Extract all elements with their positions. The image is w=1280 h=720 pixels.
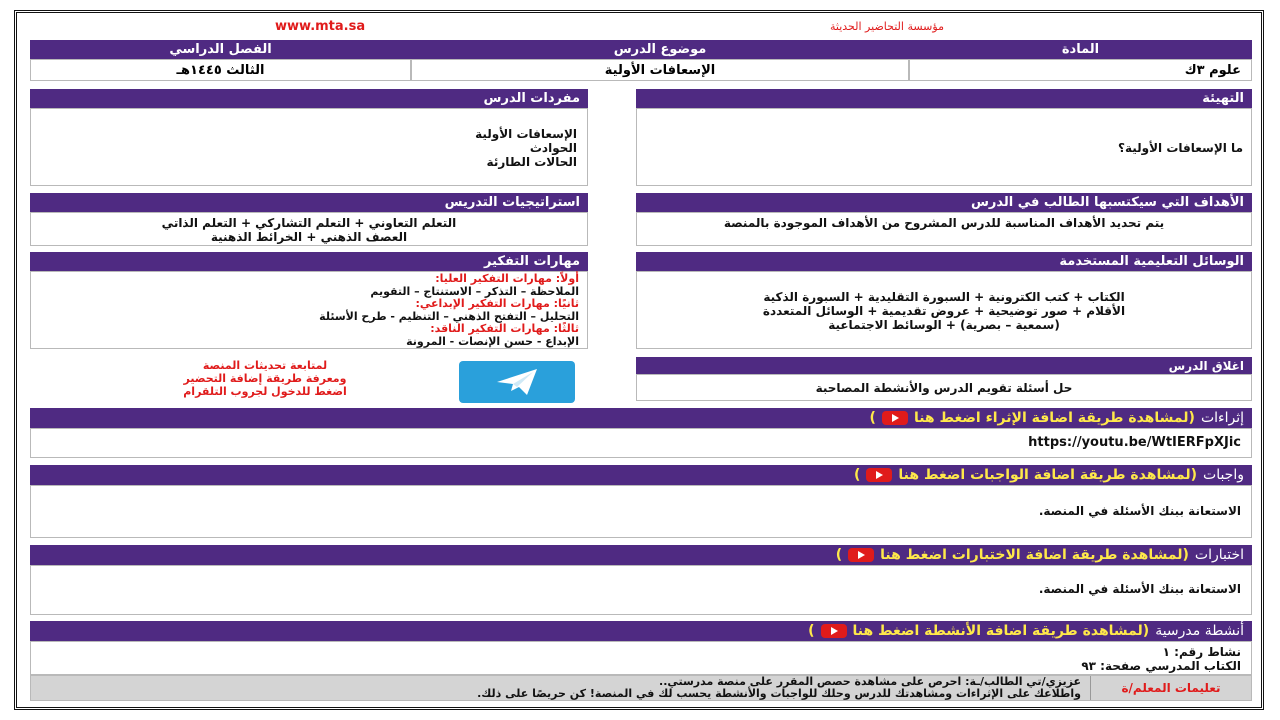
term-value: الثالث ١٤٤٥هـ	[30, 59, 411, 81]
activities-link[interactable]: (لمشاهدة طريقة اضافة الأنشطة اضغط هنا	[852, 623, 1150, 639]
goals-box	[636, 212, 1252, 246]
enrich-url[interactable]: https://youtu.be/WtIERFpXJic	[1028, 435, 1241, 450]
subject-label: المادة	[909, 40, 1252, 59]
subject-value: علوم ٣ك	[909, 59, 1252, 81]
strategies-title: استراتيجيات التدريس	[30, 193, 588, 212]
aids-box	[636, 271, 1252, 349]
homework-title: واجبات	[1203, 467, 1244, 483]
closing-title: اغلاق الدرس	[636, 357, 1252, 374]
strategies-line: التعلم التعاوني + التعلم التشاركي + التعلم الذاتي	[161, 216, 457, 230]
activities-line: نشاط رقم: ١	[1162, 645, 1241, 659]
thinking-text-1: الملاحظة – التذكر – الاستنتاج – التقويم	[370, 284, 579, 298]
promo-line: ومعرفة طريقة إضافة التحضير	[183, 372, 347, 385]
youtube-icon[interactable]	[866, 468, 892, 482]
youtube-icon[interactable]	[848, 548, 874, 562]
aids-line: الأقلام + صور توضيحية + عروض تقديمية + الوسائل المتعددة	[762, 304, 1126, 318]
term-label: الفصل الدراسي	[30, 40, 411, 59]
vocab-item: الإسعافات الأولية	[475, 127, 577, 141]
topic-value: الإسعافات الأولية	[411, 59, 909, 81]
goals-text: يتم تحديد الأهداف المناسبة للدرس المشروح من الأهداف الموجودة بالمنصة	[723, 216, 1165, 230]
site-url[interactable]: www.mta.sa	[275, 19, 366, 34]
thinking-text-2: التحليل – التفتح الذهني – التنظيم - طرح الأسئلة	[319, 309, 579, 323]
warmup-title: التهيئة	[636, 89, 1252, 108]
vocab-item: الحالات الطارئة	[486, 155, 577, 169]
closing-text: حل أسئلة تقويم الدرس والأنشطة المصاحبة	[815, 381, 1073, 395]
tests-link[interactable]: (لمشاهدة طريقة اضافة الاختبارات اضغط هنا	[880, 547, 1189, 563]
warmup-text: ما الإسعافات الأولية؟	[1118, 141, 1243, 155]
promo-line: اضغط للدخول لجروب التلقرام	[183, 385, 347, 398]
telegram-promo[interactable]	[100, 359, 430, 398]
enrich-link-close: )	[869, 410, 876, 426]
promo-line: لمتابعة تحديثات المنصة	[202, 359, 328, 372]
topic-label: موضوع الدرس	[411, 40, 909, 59]
enrich-bar	[30, 408, 1252, 428]
tests-box	[30, 565, 1252, 615]
vocab-title: مفردات الدرس	[30, 89, 588, 108]
thinking-heading-1: أولاً: مهارات التفكير العليا:	[435, 272, 579, 285]
tests-bar	[30, 545, 1252, 565]
thinking-heading-2: ثانيًا: مهارات التفكير الإبداعي:	[415, 297, 579, 311]
enrich-box	[30, 428, 1252, 458]
activities-bar	[30, 621, 1252, 641]
aids-line: الكتاب + كتب الكترونية + السبورة التقليدية + السبورة الذكية	[763, 290, 1125, 304]
activities-line: الكتاب المدرسي صفحة: ٩٣	[1081, 659, 1241, 673]
strategies-box	[30, 212, 588, 246]
homework-link[interactable]: (لمشاهدة طريقة اضافة الواجبات اضغط هنا	[898, 467, 1198, 483]
activities-link-close: )	[808, 623, 815, 639]
enrich-title: إثراءات	[1200, 410, 1244, 426]
thinking-box	[30, 271, 588, 349]
activities-box	[30, 641, 1252, 675]
teacher-label: تعليمات المعلم/ة	[1090, 676, 1251, 700]
teacher-line: واطلاعك على الإثراءات ومشاهدتك للدرس وحلك للواجبات والأنشطة يحسب لك في المنصة! كن حريصًا على ذلك.	[477, 687, 1081, 700]
warmup-box	[636, 108, 1252, 186]
goals-title: الأهداف التي سيكتسبها الطالب في الدرس	[636, 193, 1252, 212]
aids-title: الوسائل التعليمية المستخدمة	[636, 252, 1252, 271]
homework-bar	[30, 465, 1252, 485]
homework-box	[30, 485, 1252, 538]
activities-title: أنشطة مدرسية	[1155, 623, 1244, 639]
youtube-icon[interactable]	[821, 624, 847, 638]
thinking-heading-3: ثالثًا: مهارات التفكير الناقد:	[430, 322, 579, 336]
youtube-icon[interactable]	[882, 411, 908, 425]
thinking-title: مهارات التفكير	[30, 252, 588, 271]
enrich-link[interactable]: (لمشاهدة طريقة اضافة الإثراء اضغط هنا	[913, 410, 1195, 426]
vocab-item: الحوادث	[529, 141, 577, 155]
org-name: مؤسسة التحاضير الحديثة	[830, 20, 944, 33]
tests-text: الاستعانة ببنك الأسئلة في المنصة.	[1038, 582, 1241, 596]
tests-title: اختبارات	[1194, 547, 1244, 563]
tests-link-close: )	[835, 547, 843, 563]
homework-text: الاستعانة ببنك الأسئلة في المنصة.	[1038, 504, 1241, 518]
thinking-text-3: الإبداع - حسن الإنصات - المرونة	[406, 334, 579, 348]
homework-link-close: )	[854, 467, 861, 483]
vocab-box	[30, 108, 588, 186]
closing-box	[636, 374, 1252, 401]
aids-line: (سمعية – بصرية) + الوسائط الاجتماعية	[828, 318, 1060, 332]
strategies-line: العصف الذهني + الخرائط الذهنية	[210, 230, 408, 244]
teacher-line: عزيزي/تي الطالب/ـة: احرص على مشاهدة حصص المقرر على منصة مدرستي..	[659, 675, 1081, 688]
telegram-icon[interactable]	[459, 361, 575, 403]
teacher-row	[30, 675, 1252, 701]
